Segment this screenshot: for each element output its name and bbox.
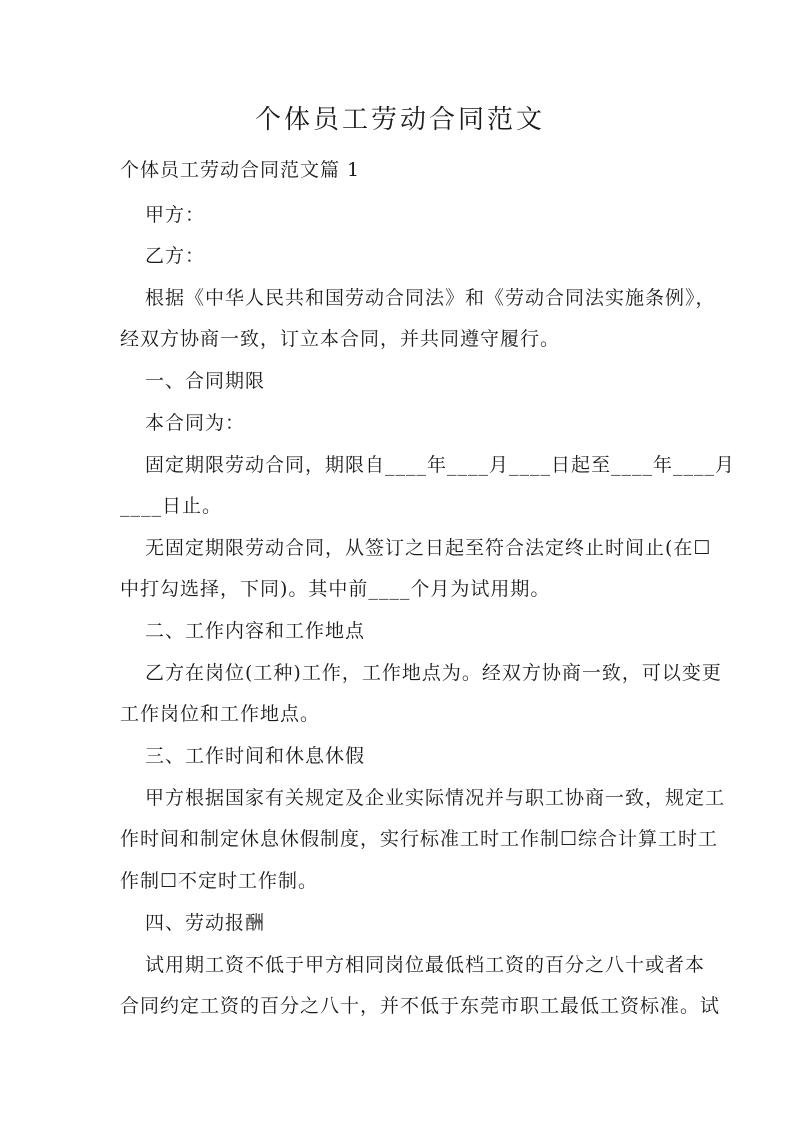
paragraph-line: 无固定期限劳动合同，从签订之日起至符合法定终止时间止(在☐ (145, 537, 712, 559)
section-heading: 个体员工劳动合同范文篇 1 (120, 159, 361, 181)
paragraph-line: 作时间和制定休息休假制度，实行标准工时工作制☐综合计算工时工 (120, 828, 719, 850)
clause-heading: 二、工作内容和工作地点 (145, 620, 366, 642)
clause-heading: 三、工作时间和休息休假 (145, 745, 366, 767)
paragraph-line: 试用期工资不低于甲方相同岗位最低档工资的百分之八十或者本 (145, 954, 706, 976)
paragraph-line: 乙方在岗位(工种)工作，工作地点为。经双方协商一致，可以变更 (145, 662, 722, 684)
party-a-label: 甲方： (145, 204, 206, 226)
paragraph-line: 工作岗位和工作地点。 (120, 703, 321, 725)
paragraph-line: 本合同为： (145, 412, 246, 434)
paragraph-line: 固定期限劳动合同，期限自____年____月____日起至____年____月 (145, 454, 736, 476)
clause-heading: 一、合同期限 (145, 370, 266, 392)
paragraph-line: 中打勾选择，下同)。其中前____个月为试用期。 (120, 578, 551, 600)
paragraph-line: 作制☐不定时工作制。 (120, 870, 319, 892)
document-title: 个体员工劳动合同范文 (254, 105, 545, 135)
paragraph-line: 经双方协商一致，订立本合同，并共同遵守履行。 (120, 328, 561, 350)
paragraph-line: 甲方根据国家有关规定及企业实际情况并与职工协商一致，规定工 (145, 787, 726, 809)
paragraph-line: 根据《中华人民共和国劳动合同法》和《劳动合同法实施条例》， (145, 287, 716, 309)
paragraph-line: ____日止。 (120, 495, 223, 517)
clause-heading: 四、劳动报酬 (145, 912, 266, 934)
party-b-label: 乙方： (145, 245, 206, 267)
paragraph-line: 合同约定工资的百分之八十，并不低于东莞市职工最低工资标准。试 (120, 995, 721, 1017)
